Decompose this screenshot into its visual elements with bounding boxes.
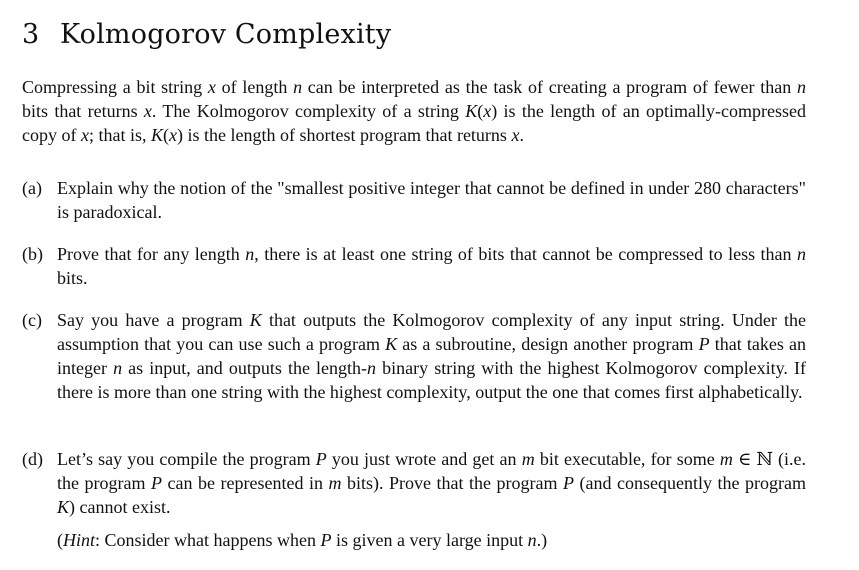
problem-text: Let’s say you compile the program	[57, 449, 316, 469]
problem-c	[22, 308, 806, 404]
problem-body	[57, 242, 806, 290]
problem-label: (c)	[22, 310, 42, 330]
math-paren: )	[491, 101, 498, 121]
problem-text: can be represented in	[162, 473, 329, 493]
intro-text: is the length of shortest program that returns	[183, 125, 512, 145]
math-var: m	[328, 473, 342, 493]
problem-text: bit executable, for some	[534, 449, 720, 469]
hint-paragraph	[57, 528, 806, 552]
problem-text: Say you have a program	[57, 310, 250, 330]
math-set-membership: ∈ ℕ	[732, 449, 773, 469]
intro-text: .	[519, 125, 524, 145]
math-expression-kx	[465, 101, 497, 121]
problem-text: bits.	[57, 268, 88, 288]
math-var: x	[143, 101, 152, 121]
math-var: x	[483, 101, 492, 121]
math-var: n	[367, 358, 377, 378]
intro-text: of length	[215, 77, 294, 97]
hint-text: (	[57, 530, 63, 550]
math-func: K	[150, 125, 163, 145]
problem-body	[57, 308, 806, 404]
math-var: n	[796, 77, 806, 97]
section-heading	[22, 15, 391, 55]
math-var: K	[57, 497, 70, 517]
intro-text: . The Kolmogorov complexity of a string	[151, 101, 466, 121]
hint-label: Hint	[63, 530, 96, 550]
math-var: P	[698, 334, 710, 354]
math-var: n	[293, 77, 303, 97]
math-var: x	[207, 77, 216, 97]
math-var: m	[521, 449, 535, 469]
problem-text: Prove that for any length	[57, 244, 246, 264]
problem-text: Explain why the notion of the "smallest positive integer that cannot be defined in under 280 characters" is paradoxical.	[57, 178, 806, 222]
math-paren: )	[177, 125, 183, 145]
math-var: n	[797, 244, 806, 264]
problem-label: (d)	[22, 449, 43, 469]
section-number: 3	[22, 19, 40, 50]
intro-paragraph	[22, 75, 806, 147]
problem-text: , there is at least one string of bits that cannot be compressed to less than	[254, 244, 797, 264]
math-func: K	[465, 101, 478, 121]
problem-text: that outputs the Kolmogorov complexity of any input string. Under the assumption that you can use such a program	[57, 310, 806, 354]
math-expression-kx	[151, 125, 183, 145]
math-var: x	[169, 125, 177, 145]
problem-text: as a subroutine, design another program	[397, 334, 699, 354]
math-var: P	[320, 530, 332, 550]
problem-text: as input, and outputs the length-	[122, 358, 368, 378]
problem-d	[22, 447, 806, 552]
hint-text: : Consider what happens when	[95, 530, 321, 550]
math-paren: (	[163, 125, 169, 145]
math-paren: (	[477, 101, 484, 121]
section-title: Kolmogorov Complexity	[60, 19, 392, 50]
math-var: m	[719, 449, 733, 469]
problem-a	[22, 176, 806, 224]
problem-text: that takes an integer	[57, 334, 807, 378]
math-var: x	[511, 125, 520, 145]
math-var: x	[80, 125, 89, 145]
math-var: n	[245, 244, 255, 264]
intro-text: can be interpreted as the task of creating a program of fewer than	[302, 77, 797, 97]
problem-text: (and consequently the program	[574, 473, 806, 493]
problem-b	[22, 242, 806, 290]
math-var: K	[249, 310, 262, 330]
problem-label: (a)	[22, 178, 42, 198]
intro-text: Compressing a bit string	[22, 77, 208, 97]
math-var: n	[113, 358, 123, 378]
intro-text: is the length of an optimally-compressed copy of	[22, 101, 807, 145]
problem-text: (i.e. the program	[57, 449, 807, 493]
problem-body	[57, 447, 806, 552]
hint-text: is given a very large input	[331, 530, 528, 550]
math-var: K	[385, 334, 398, 354]
intro-text: bits that returns	[22, 101, 144, 121]
math-var: P	[151, 473, 162, 493]
math-var: P	[315, 449, 327, 469]
math-var: n	[527, 530, 537, 550]
problem-text: you just wrote and get an	[326, 449, 522, 469]
problem-text: binary string with the highest Kolmogorov complexity. If there is more than one string with the highest complexity, output the one that comes first alphabetically.	[57, 358, 806, 402]
intro-text: ; that is,	[88, 125, 151, 145]
problem-text: bits). Prove that the program	[341, 473, 564, 493]
problem-body	[57, 176, 806, 224]
problem-text: ) cannot exist.	[69, 497, 171, 517]
math-var: P	[563, 473, 575, 493]
problem-label: (b)	[22, 244, 43, 264]
hint-text: .)	[536, 530, 548, 550]
